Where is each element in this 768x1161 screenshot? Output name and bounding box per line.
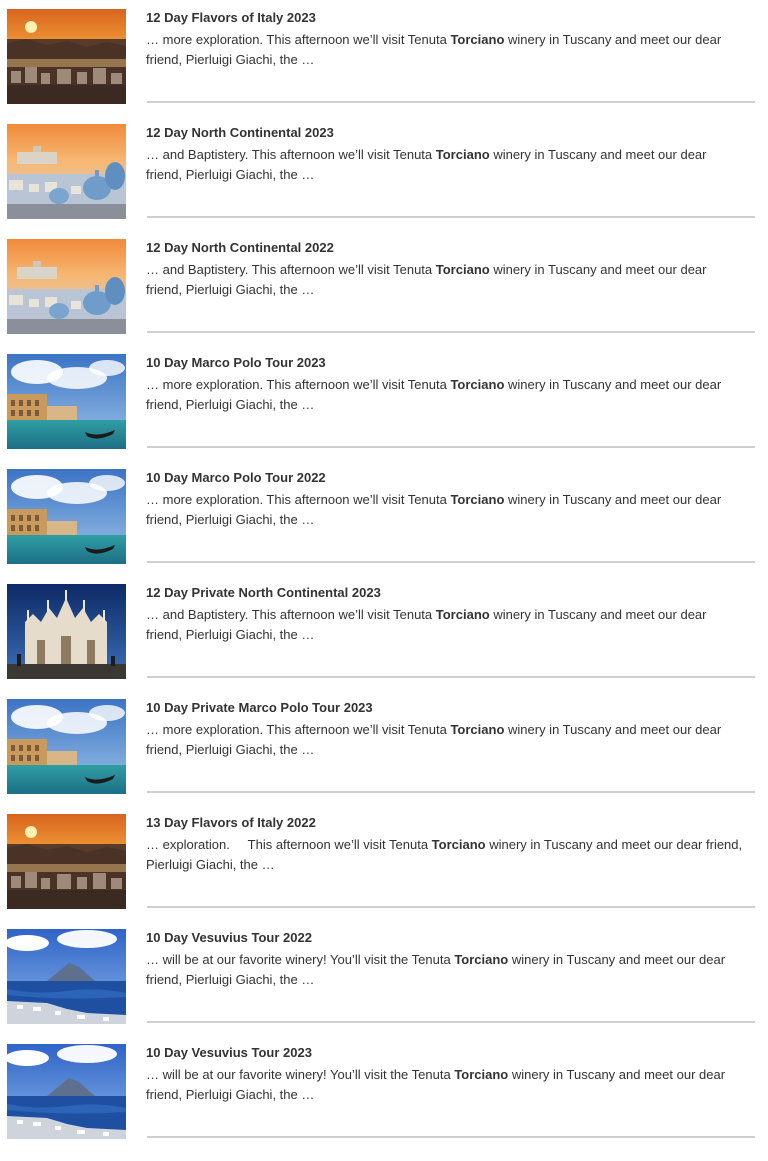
venice-canal-photo xyxy=(7,469,126,564)
result-divider xyxy=(147,1021,755,1023)
excerpt-text-after: winery in Tuscany and meet our dear friend, Pierluigi Giachi, the … xyxy=(146,722,722,757)
excerpt-highlight: Torciano xyxy=(454,952,509,967)
result-thumbnail[interactable] xyxy=(7,929,126,1024)
excerpt-text-before: … and Baptistery. This afternoon we’ll visit Tenuta xyxy=(146,262,436,277)
excerpt-text-after: winery in Tuscany and meet our dear friend, Pierluigi Giachi, the … xyxy=(146,607,707,642)
search-result-item xyxy=(0,690,768,805)
excerpt-text-after: winery in Tuscany and meet our dear friend, Pierluigi Giachi, the … xyxy=(146,377,722,412)
result-excerpt xyxy=(146,605,746,645)
excerpt-highlight: Torciano xyxy=(435,147,490,162)
result-thumbnail[interactable] xyxy=(7,584,126,679)
result-thumbnail[interactable] xyxy=(7,699,126,794)
florence-sunset-photo xyxy=(7,814,126,909)
florence-sunset-photo xyxy=(7,9,126,104)
venice-canal-photo xyxy=(7,699,126,794)
result-divider xyxy=(147,791,755,793)
result-divider xyxy=(147,1136,755,1138)
result-thumbnail[interactable] xyxy=(7,9,126,104)
excerpt-text-before: … and Baptistery. This afternoon we’ll visit Tenuta xyxy=(146,607,436,622)
result-excerpt xyxy=(146,1065,746,1105)
result-title-link[interactable]: 12 Day Private North Continental 2023 xyxy=(146,585,381,600)
excerpt-text-before: … more exploration. This afternoon we’ll visit Tenuta xyxy=(146,722,451,737)
excerpt-text-before: … more exploration. This afternoon we’ll visit Tenuta xyxy=(146,32,451,47)
result-excerpt xyxy=(146,490,746,530)
result-divider xyxy=(147,331,755,333)
result-title-link[interactable]: 10 Day Marco Polo Tour 2022 xyxy=(146,470,326,485)
excerpt-text-after: winery in Tuscany and meet our dear friend, Pierluigi Giachi, the … xyxy=(146,492,722,527)
result-title-link[interactable]: 10 Day Marco Polo Tour 2023 xyxy=(146,355,326,370)
naples-bay-photo xyxy=(7,929,126,1024)
excerpt-highlight: Torciano xyxy=(450,492,505,507)
excerpt-text-before: … more exploration. This afternoon we’ll visit Tenuta xyxy=(146,492,451,507)
search-result-item xyxy=(0,920,768,1035)
excerpt-highlight: Torciano xyxy=(435,262,490,277)
result-excerpt xyxy=(146,260,746,300)
excerpt-text-before: … more exploration. This afternoon we’ll visit Tenuta xyxy=(146,377,451,392)
result-excerpt xyxy=(146,145,746,185)
result-thumbnail[interactable] xyxy=(7,1044,126,1139)
result-title-link[interactable]: 10 Day Private Marco Polo Tour 2023 xyxy=(146,700,373,715)
result-title-link[interactable]: 12 Day North Continental 2022 xyxy=(146,240,334,255)
result-divider xyxy=(147,906,755,908)
excerpt-text-before: … will be at our favorite winery! You’ll visit the Tenuta xyxy=(146,1067,455,1082)
search-result-item xyxy=(0,805,768,920)
excerpt-text-after: winery in Tuscany and meet our dear friend, Pierluigi Giachi, the … xyxy=(146,32,722,67)
result-excerpt xyxy=(146,375,746,415)
result-divider xyxy=(147,561,755,563)
result-title-link[interactable]: 13 Day Flavors of Italy 2022 xyxy=(146,815,316,830)
search-result-item xyxy=(0,115,768,230)
excerpt-text-before: … and Baptistery. This afternoon we’ll visit Tenuta xyxy=(146,147,436,162)
result-excerpt xyxy=(146,30,746,70)
excerpt-highlight: Torciano xyxy=(431,837,486,852)
result-title-link[interactable]: 12 Day Flavors of Italy 2023 xyxy=(146,10,316,25)
result-excerpt xyxy=(146,720,746,760)
search-result-item xyxy=(0,1035,768,1150)
result-thumbnail[interactable] xyxy=(7,354,126,449)
search-result-item xyxy=(0,345,768,460)
excerpt-text-after: winery in Tuscany and meet our dear friend, Pierluigi Giachi, the … xyxy=(146,837,746,872)
rome-domes-photo xyxy=(7,239,126,334)
excerpt-text-before: … exploration. This afternoon we’ll visit Tenuta xyxy=(146,837,432,852)
excerpt-highlight: Torciano xyxy=(454,1067,509,1082)
result-title-link[interactable]: 12 Day North Continental 2023 xyxy=(146,125,334,140)
result-divider xyxy=(147,446,755,448)
result-divider xyxy=(147,216,755,218)
result-thumbnail[interactable] xyxy=(7,124,126,219)
result-thumbnail[interactable] xyxy=(7,469,126,564)
rome-domes-photo xyxy=(7,124,126,219)
result-excerpt xyxy=(146,835,746,875)
result-thumbnail[interactable] xyxy=(7,239,126,334)
excerpt-highlight: Torciano xyxy=(450,722,505,737)
excerpt-highlight: Torciano xyxy=(450,32,505,47)
excerpt-highlight: Torciano xyxy=(435,607,490,622)
excerpt-highlight: Torciano xyxy=(450,377,505,392)
excerpt-text-after: winery in Tuscany and meet our dear friend, Pierluigi Giachi, the … xyxy=(146,952,726,987)
search-result-item xyxy=(0,0,768,115)
search-result-item xyxy=(0,230,768,345)
excerpt-text-after: winery in Tuscany and meet our dear friend, Pierluigi Giachi, the … xyxy=(146,147,707,182)
result-excerpt xyxy=(146,950,746,990)
result-thumbnail[interactable] xyxy=(7,814,126,909)
result-divider xyxy=(147,101,755,103)
venice-canal-photo xyxy=(7,354,126,449)
excerpt-text-after: winery in Tuscany and meet our dear friend, Pierluigi Giachi, the … xyxy=(146,262,707,297)
search-result-item xyxy=(0,575,768,690)
naples-bay-photo xyxy=(7,1044,126,1139)
result-divider xyxy=(147,676,755,678)
excerpt-text-after: winery in Tuscany and meet our dear friend, Pierluigi Giachi, the … xyxy=(146,1067,726,1102)
milan-duomo-photo xyxy=(7,584,126,679)
result-title-link[interactable]: 10 Day Vesuvius Tour 2022 xyxy=(146,930,312,945)
result-title-link[interactable]: 10 Day Vesuvius Tour 2023 xyxy=(146,1045,312,1060)
search-result-item xyxy=(0,460,768,575)
excerpt-text-before: … will be at our favorite winery! You’ll visit the Tenuta xyxy=(146,952,455,967)
